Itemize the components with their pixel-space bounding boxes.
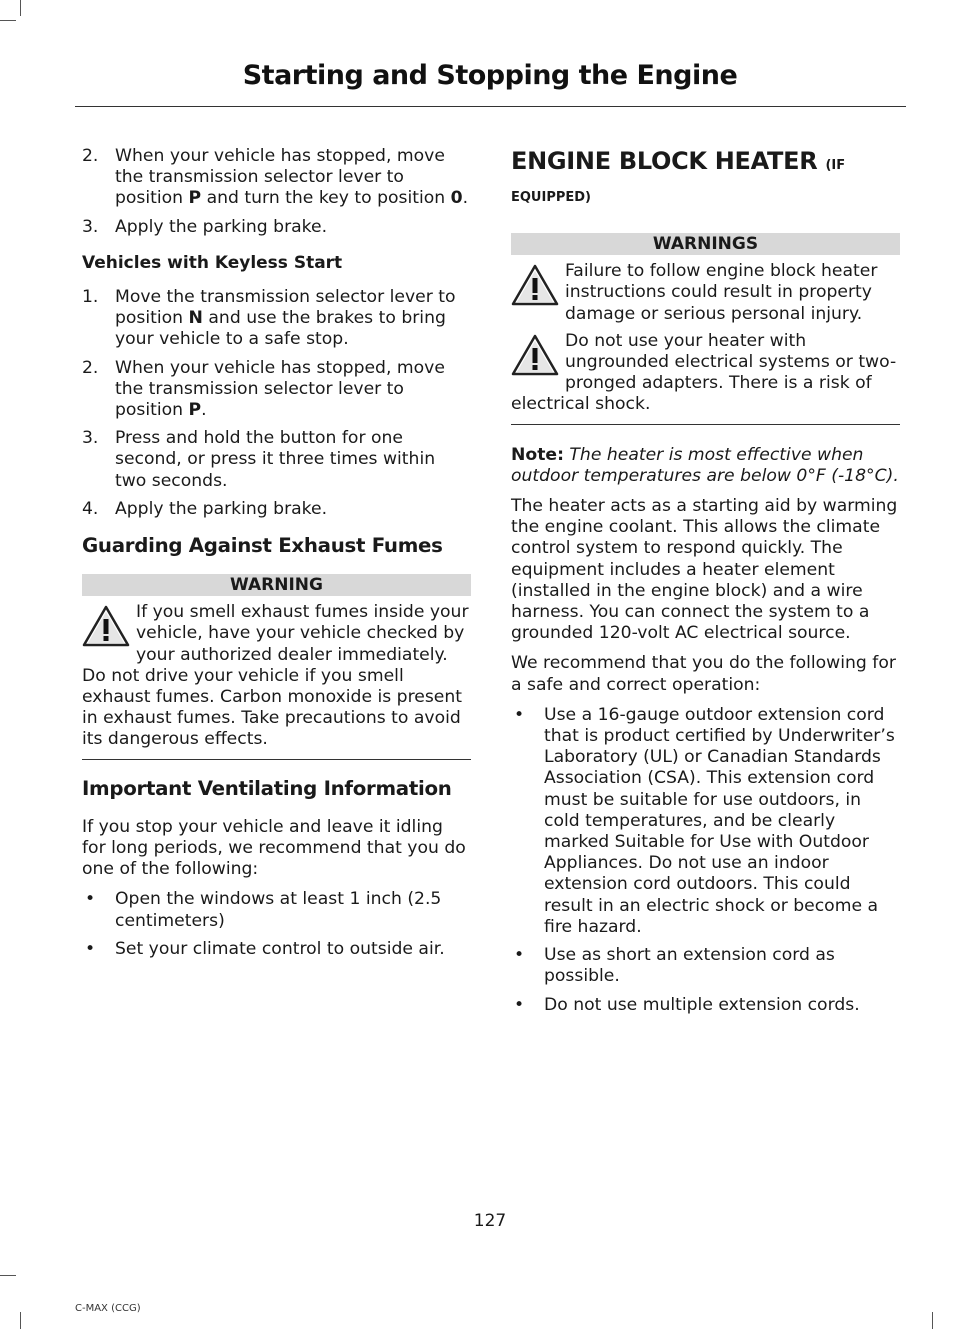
list-number: 3.: [82, 428, 99, 449]
position-label: 0: [450, 188, 463, 209]
list-item: [82, 939, 471, 960]
list-item: [82, 428, 471, 492]
list-text: Press and hold the button for one second, or press it three times within two seconds.: [115, 428, 436, 491]
list-text: Apply the parking brake.: [115, 498, 328, 519]
note-text: The heater is most effective when outdoor temperatures are below 0°F (-18°C).: [511, 444, 899, 486]
list-item: [82, 358, 471, 422]
list-number: 3.: [82, 216, 99, 237]
list-number: 4.: [82, 498, 99, 519]
list-item: [82, 287, 471, 351]
ventilating-paragraph: If you stop your vehicle and leave it idling for long periods, we recommend that you do one of the following:: [82, 816, 466, 880]
warnings-bar: WARNINGS: [511, 233, 900, 255]
divider: [511, 424, 900, 425]
warning-bar: WARNING: [82, 574, 471, 596]
note: [511, 445, 900, 487]
warning-item: [511, 331, 900, 416]
list-text: .: [201, 400, 207, 421]
page-number: 127: [473, 1211, 507, 1231]
list-number: 2.: [82, 146, 99, 166]
list-text: When your vehicle has stopped, move the transmission selector lever to position: [115, 146, 445, 209]
warning-text: Do not use your heater with ungrounded electrical systems or two-pronged adapters. There is a risk of electrical shock.: [511, 330, 897, 415]
warning-text: If you smell exhaust fumes inside your vehicle, have your vehicle checked by your authorized dealer immediately. Do not drive your vehicle if you smell exhaust fumes. Carbon monoxide is present in exhaust fumes. Take precautions to avoid its dangerous effects.: [82, 602, 469, 750]
left-column: [82, 146, 471, 967]
bullet: •: [85, 938, 96, 959]
engine-block-heater-heading: [511, 146, 900, 181]
position-label: P: [188, 400, 202, 421]
recommend-paragraph: We recommend that you do the following for a safe and correct operation:: [511, 653, 896, 695]
warning-triangle-icon: [511, 263, 559, 307]
list-text: Open the windows at least 1 inch (2.5 centimeters): [115, 889, 442, 931]
position-label: P: [188, 188, 202, 209]
bullet: •: [514, 994, 525, 1015]
crop-mark: [0, 20, 16, 21]
warning-text: Failure to follow engine block heater instructions could result in property damage or serious personal injury.: [565, 261, 878, 324]
list-item: [82, 217, 471, 238]
list-item: [82, 499, 471, 520]
heading-qualifier: (IF: [825, 158, 846, 173]
list-text: .: [462, 188, 469, 209]
exhaust-heading: Guarding Against Exhaust Fumes: [82, 534, 443, 558]
warning-triangle-icon: [82, 604, 130, 648]
keyless-heading: Vehicles with Keyless Start: [82, 252, 343, 273]
list-item: [511, 995, 900, 1016]
list-item: [511, 705, 900, 938]
list-text: and use the brakes to bring your vehicle to a safe stop.: [115, 308, 446, 350]
list-text: Use as short an extension cord as possible.: [544, 945, 835, 987]
page-title: Starting and Stopping the Engine: [242, 60, 738, 91]
list-text: Apply the parking brake.: [115, 216, 328, 237]
list-text: Use a 16-gauge outdoor extension cord that is product certified by Underwriter’s Laboratory (UL) or Canadian Standards Association (CSA). This extension cord must be suitable for use outdoors, in cold temperatures, and be clearly marked Suitable for Use with Outdoor Appliances. Do not use an indoor extension cord outdoors. This could result in an electric shock or become a fire hazard.: [544, 704, 895, 937]
list-text: and turn the key to position: [201, 188, 451, 209]
footer-model: C-MAX (CCG): [75, 1303, 141, 1314]
warning-triangle-icon: [511, 333, 559, 377]
heater-paragraph: The heater acts as a starting aid by warming the engine coolant. This allows the climate control system to respond quickly. The equipment includes a heater element (installed in the engine block) and a wire harness. You can connect the system to a grounded 120-volt AC electrical source.: [511, 496, 898, 644]
crop-mark: [932, 1312, 933, 1329]
warning-item: [511, 261, 900, 325]
list-item: [82, 146, 471, 210]
list-item: [82, 889, 471, 931]
crop-mark: [20, 0, 21, 16]
crop-mark: [20, 1312, 21, 1329]
list-text: When your vehicle has stopped, move the transmission selector lever to position: [115, 357, 445, 421]
note-label: Note:: [511, 444, 564, 465]
header-rule: [75, 106, 906, 107]
divider: [82, 759, 471, 760]
heading-main: ENGINE BLOCK HEATER: [511, 147, 818, 175]
bullet: •: [85, 889, 96, 910]
list-number: 1.: [82, 287, 99, 308]
list-text: Do not use multiple extension cords.: [544, 994, 860, 1015]
bullet: •: [514, 945, 525, 966]
ventilating-heading: Important Ventilating Information: [82, 776, 452, 800]
list-text: Move the transmission selector lever to position: [115, 287, 456, 329]
warning-item: [82, 602, 471, 750]
list-item: [511, 945, 900, 987]
heading-qualifier-line: EQUIPPED): [511, 190, 591, 205]
right-column: [511, 146, 900, 1023]
position-label: N: [188, 308, 203, 329]
bullet: •: [514, 704, 525, 725]
list-number: 2.: [82, 357, 99, 378]
list-text: Set your climate control to outside air.: [115, 938, 445, 959]
crop-mark: [0, 1275, 16, 1276]
